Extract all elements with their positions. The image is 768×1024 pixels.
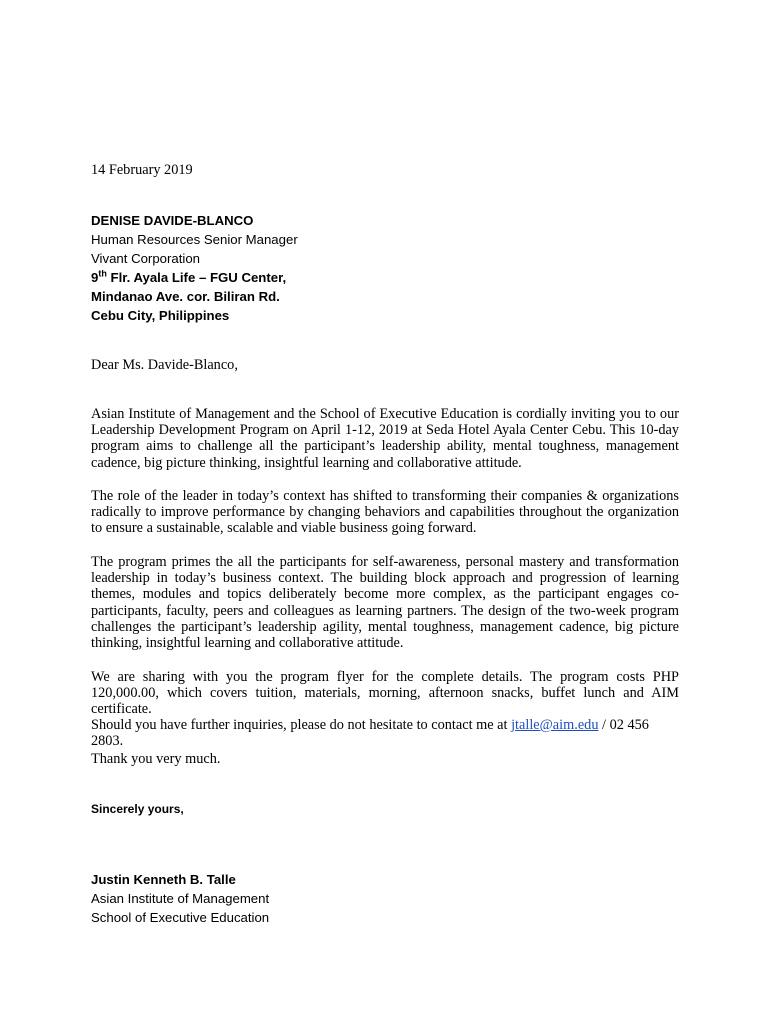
inquiry-prefix: Should you have further inquiries, please do not hesitate to contact me at [91,717,512,733]
recipient-address-line1 [91,268,679,287]
recipient-floor-number: 9 [91,270,99,285]
recipient-block [91,211,679,325]
signature-org: Asian Institute of Management [91,891,270,906]
body-paragraph-2: The role of the leader in today’s context has shifted to transforming their companies & organizations radically to improve performance by changing behaviors and capabilities throughout the organization to ensure a sustainable, scalable and viable business going forward. [91,488,679,537]
thanks-line: Thank you very much. [91,751,221,767]
inquiry-line [91,717,679,749]
signature-dept: School of Executive Education [91,910,270,925]
inquiry-suffix: / 02 456 2803. [91,717,649,750]
signature-block [91,870,679,927]
salutation: Dear Ms. Davide-Blanco, [91,357,238,373]
recipient-title: Human Resources Senior Manager [91,232,298,247]
recipient-address-line3: Cebu City, Philippines [91,308,230,323]
closing: Sincerely yours, [91,802,184,816]
body-paragraph-4: We are sharing with you the program flyer for the complete details. The program costs PHP 120,000.00, which covers tuition, materials, morning, afternoon snacks, buffet lunch and AIM certificate. [91,669,679,718]
recipient-company: Vivant Corporation [91,251,200,266]
recipient-floor-suffix: th [98,268,107,279]
body-paragraph-3: The program primes the all the participants for self-awareness, personal mastery and transformation leadership in today’s business context. The building block approach and progression of learning themes, modules and topics deliberately become more complex, as the participant engages co-participants, faculty, peers and colleagues as learning partners. The design of the two-week program challenges the participant’s leadership agility, mental toughness, management cadence, big picture thinking, insightful learning and collaborative attitude. [91,554,679,652]
recipient-address-line2: Mindanao Ave. cor. Biliran Rd. [91,289,280,304]
recipient-name: DENISE DAVIDE-BLANCO [91,213,254,228]
letter-date: 14 February 2019 [91,162,193,178]
recipient-address-line1-rest: Flr. Ayala Life – FGU Center, [106,270,287,285]
body-paragraph-1: Asian Institute of Management and the School of Executive Education is cordially inviting you to our Leadership Development Program on April 1-12, 2019 at Seda Hotel Ayala Center Cebu. This 10-day program aims to challenge all the participant’s leadership ability, mental toughness, management cadence, big picture thinking, insightful learning and collaborative attitude. [91,406,679,471]
signature-name: Justin Kenneth B. Talle [91,872,236,887]
email-link[interactable]: jtalle@aim.edu [511,717,599,733]
